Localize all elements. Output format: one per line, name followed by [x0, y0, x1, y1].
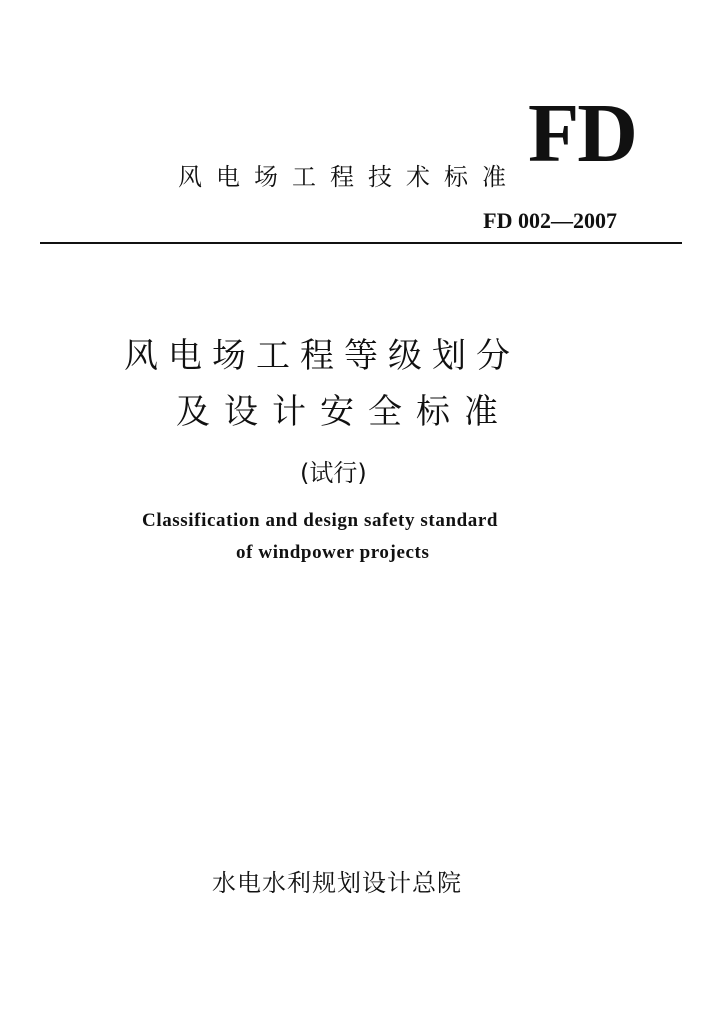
publisher-name: 水电水利规划设计总院	[212, 869, 462, 897]
standard-series-title: 风电场工程技术标准	[178, 163, 520, 191]
header-divider	[40, 242, 682, 244]
document-title-en-line1: Classification and design safety standard	[142, 510, 499, 531]
document-title-en-line2: of windpower projects	[236, 542, 430, 563]
fd-logo: FD	[528, 87, 636, 180]
document-title-cn-line1: 风电场工程等级划分	[124, 336, 520, 376]
trial-label: (试行)	[300, 459, 367, 487]
standard-code: FD 002—2007	[483, 208, 617, 233]
document-title-cn-line2: 及设计安全标准	[176, 392, 512, 432]
